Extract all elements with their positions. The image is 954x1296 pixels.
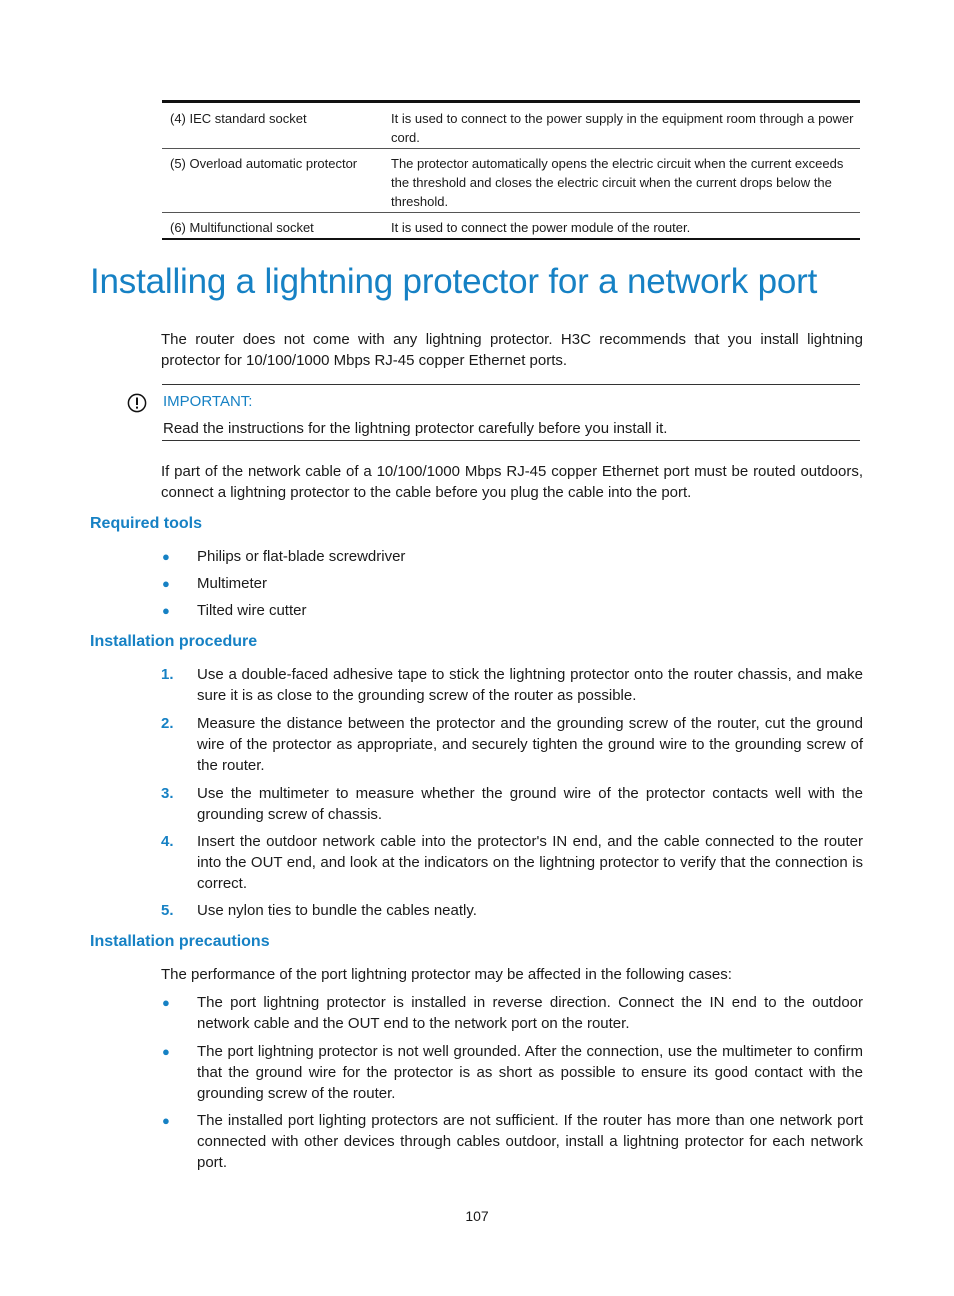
procedure-step: 2. Measure the distance between the protector and the grounding screw of the router, cut the ground wire of the protector as appropriate, and securely tighten the ground wire to the grounding screw of the router. xyxy=(161,715,863,774)
step-number: 3. xyxy=(161,785,174,802)
procedure-step: 5. Use nylon ties to bundle the cables neatly. xyxy=(161,902,477,919)
list-item: ● The port lightning protector is installed in reverse direction. Connect the IN end to the outdoor network cable and the OUT end to the network port on the router. xyxy=(162,994,863,1032)
table-row xyxy=(162,103,860,148)
component-table xyxy=(162,100,860,240)
procedure-heading: Installation procedure xyxy=(90,633,258,650)
step-number: 2. xyxy=(161,715,174,732)
list-item: ● The port lightning protector is not well grounded. After the connection, use the multimeter to confirm that the ground wire for the protector is as short as possible to ensure its good contact with the grounding screw of the router. xyxy=(162,1043,863,1102)
required-tools-list xyxy=(161,546,863,621)
bullet-icon: ● xyxy=(162,1044,170,1059)
list-item: ● Multimeter xyxy=(162,575,268,592)
list-item: ● Tilted wire cutter xyxy=(162,602,307,619)
warning-icon xyxy=(127,393,147,413)
table-cell-name: (6) Multifunctional socket xyxy=(170,220,314,235)
bullet-icon: ● xyxy=(162,576,170,591)
table-cell-name: (5) Overload automatic protector xyxy=(170,156,358,171)
step-number: 4. xyxy=(161,833,174,850)
table-cell-description: The protector automatically opens the electric circuit when the current exceeds the threshold and closes the electric circuit when the current drops below the threshold. xyxy=(391,156,844,209)
precautions-heading: Installation precautions xyxy=(90,933,270,950)
procedure-step: 1. Use a double-faced adhesive tape to stick the lightning protector onto the router chassis, and make sure it is as close to the grounding screw of the router as possible. xyxy=(161,666,863,704)
list-item: ● The installed port lighting protectors are not sufficient. If the router has more than one network port connected with other devices through cables outdoor, install a lightning protector for each network port. xyxy=(162,1112,863,1171)
bullet-icon: ● xyxy=(162,995,170,1010)
precautions-intro: The performance of the port lightning protector may be affected in the following cases: xyxy=(161,966,732,983)
required-tools-heading: Required tools xyxy=(90,515,203,532)
intro-paragraph: The router does not come with any lightning protector. H3C recommends that you install lightning protector for 10/100/1000 Mbps RJ-45 copper Ethernet ports. xyxy=(161,331,863,369)
step-number: 1. xyxy=(161,666,174,683)
procedure-step: 4. Insert the outdoor network cable into the protector's IN end, and the cable connected to the router into the OUT end, and look at the indicators on the lightning protector to verify that the connection is correct. xyxy=(161,833,863,892)
table-row xyxy=(162,212,860,238)
list-item: ● Philips or flat-blade screwdriver xyxy=(162,548,406,565)
procedure-step: 3. Use the multimeter to measure whether the ground wire of the protector contacts well with the grounding screw of chassis. xyxy=(161,785,863,823)
important-text: Read the instructions for the lightning protector carefully before you install it. xyxy=(163,420,668,437)
bullet-icon: ● xyxy=(162,1113,170,1128)
table-cell-description: It is used to connect to the power supply in the equipment room through a power cord. xyxy=(391,111,854,145)
bullet-icon: ● xyxy=(162,603,170,618)
table-cell-name: (4) IEC standard socket xyxy=(170,111,307,126)
outdoor-paragraph: If part of the network cable of a 10/100/1000 Mbps RJ-45 copper Ethernet port must be routed outdoors, connect a lightning protector to the cable before you plug the cable into the port. xyxy=(161,463,863,501)
step-number: 5. xyxy=(161,902,174,919)
bullet-icon: ● xyxy=(162,549,170,564)
procedure-steps xyxy=(161,664,863,921)
important-divider-top xyxy=(162,384,860,385)
precautions-list xyxy=(161,992,863,1173)
page-number: 107 xyxy=(465,1208,489,1224)
important-label: IMPORTANT: xyxy=(163,393,253,410)
table-cell-description: It is used to connect the power module of the router. xyxy=(391,220,691,235)
important-divider-bottom xyxy=(162,440,860,441)
section-heading: Installing a lightning protector for a network port xyxy=(90,262,818,301)
table-row xyxy=(162,148,860,212)
